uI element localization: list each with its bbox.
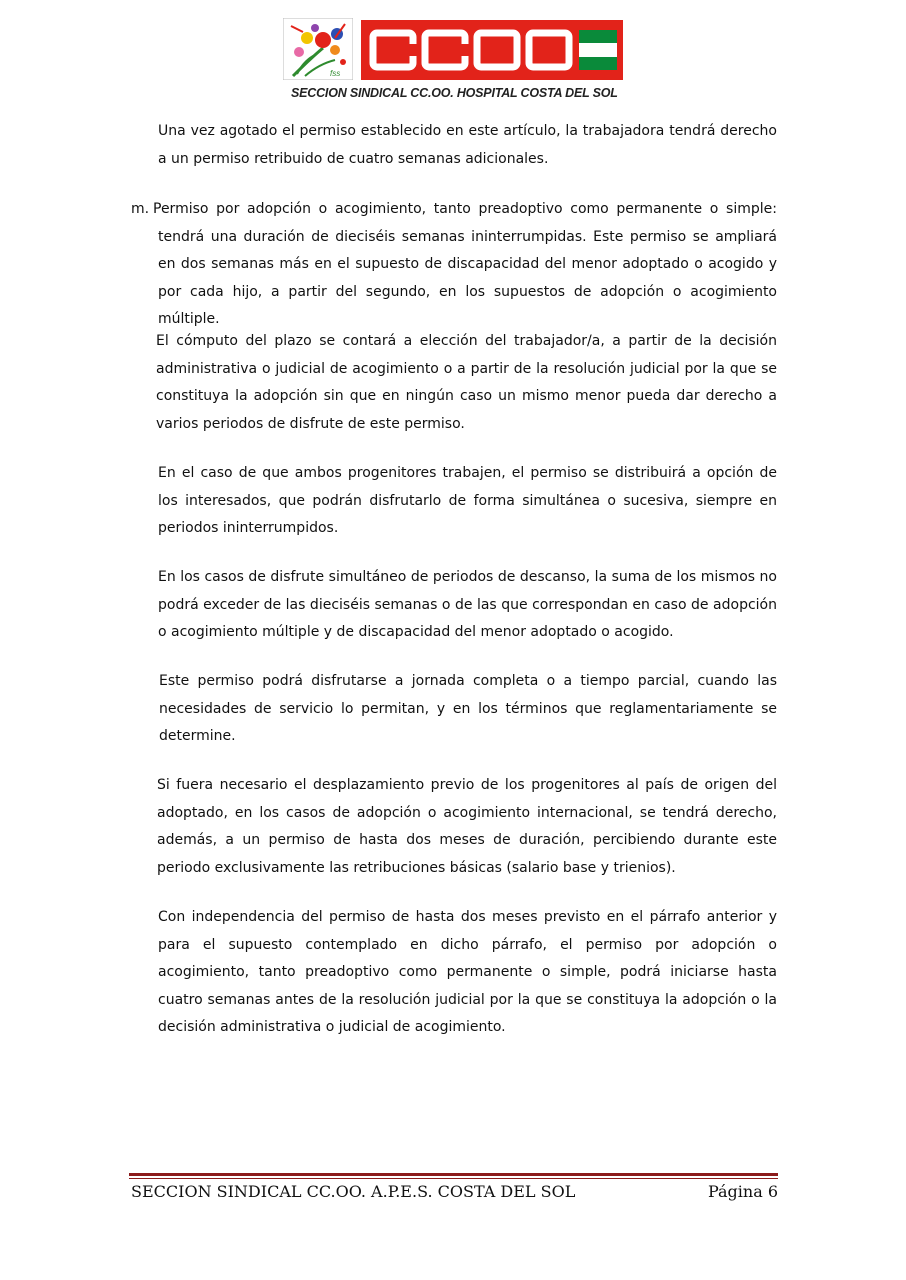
paragraph-7: Si fuera necesario el desplazamiento previo de los progenitores al país de origen del adoptado, en los casos de adopción o acogimiento internacional, se tendrá derecho, además, a un permiso de hasta dos meses de duración, percibiendo durante este periodo exclusivamente las retribuciones básicas (salario base y trienios). xyxy=(157,777,777,876)
page-header xyxy=(0,0,906,110)
flower-emblem-icon xyxy=(283,18,353,80)
paragraph-m: Permiso por adopción o acogimiento, tanto preadoptivo como permanente o simple: tendrá una duración de dieciséis semanas ininterrumpidas. Este permiso se ampliará en dos semanas más en el supuesto de discapacidad del menor adoptado o acogido y por cada hijo, a partir del segundo, en los supuestos de adopción o acogimiento múltiple. xyxy=(153,201,777,328)
paragraph-3: El cómputo del plazo se contará a elección del trabajador/a, a partir de la decisión administrativa o judicial de acogimiento o a partir de la resolución judicial por la que se constituya la adopción sin que en ningún caso un mismo menor pueda dar derecho a varios periodos de disfrute de este permiso. xyxy=(156,333,777,432)
ccoo-letters-icon xyxy=(361,20,623,80)
svg-text:fss: fss xyxy=(330,69,341,78)
list-label-m: m. xyxy=(131,201,150,217)
paragraph-5: En los casos de disfrute simultáneo de periodos de descanso, la suma de los mismos no podrá exceder de las dieciséis semanas o de las que correspondan en caso de adopción o acogimiento múltiple y de discapacidad del menor adoptado o acogido. xyxy=(158,569,777,641)
paragraph-6: Este permiso podrá disfrutarse a jornada completa o a tiempo parcial, cuando las necesidades de servicio lo permitan, y en los términos que reglamentariamente se determine. xyxy=(159,673,777,745)
footer-rule-thin xyxy=(129,1178,778,1179)
ccoo-logo xyxy=(283,14,623,82)
paragraph-8: Con independencia del permiso de hasta dos meses previsto en el párrafo anterior y para el supuesto contemplado en dicho párrafo, el permiso por adopción o acogimiento, tanto preadoptivo como permanente o simple, podrá iniciarse hasta cuatro semanas antes de la resolución judicial por la que se constituya la adopción o la decisión administrativa o judicial de acogimiento. xyxy=(158,909,777,1036)
header-subtitle: SECCION SINDICAL CC.OO. HOSPITAL COSTA DEL SOL xyxy=(291,86,618,100)
page-number: Página 6 xyxy=(707,1182,778,1201)
footer-organization: SECCION SINDICAL CC.OO. A.P.E.S. COSTA DEL SOL xyxy=(131,1182,576,1201)
footer-rule xyxy=(129,1173,778,1176)
paragraph-4: En el caso de que ambos progenitores trabajen, el permiso se distribuirá a opción de los interesados, que podrán disfrutarlo de forma simultánea o sucesiva, siempre en periodos ininterrumpidos. xyxy=(158,465,777,537)
paragraph-1: Una vez agotado el permiso establecido en este artículo, la trabajadora tendrá derecho a un permiso retribuido de cuatro semanas adicionales. xyxy=(158,123,777,167)
